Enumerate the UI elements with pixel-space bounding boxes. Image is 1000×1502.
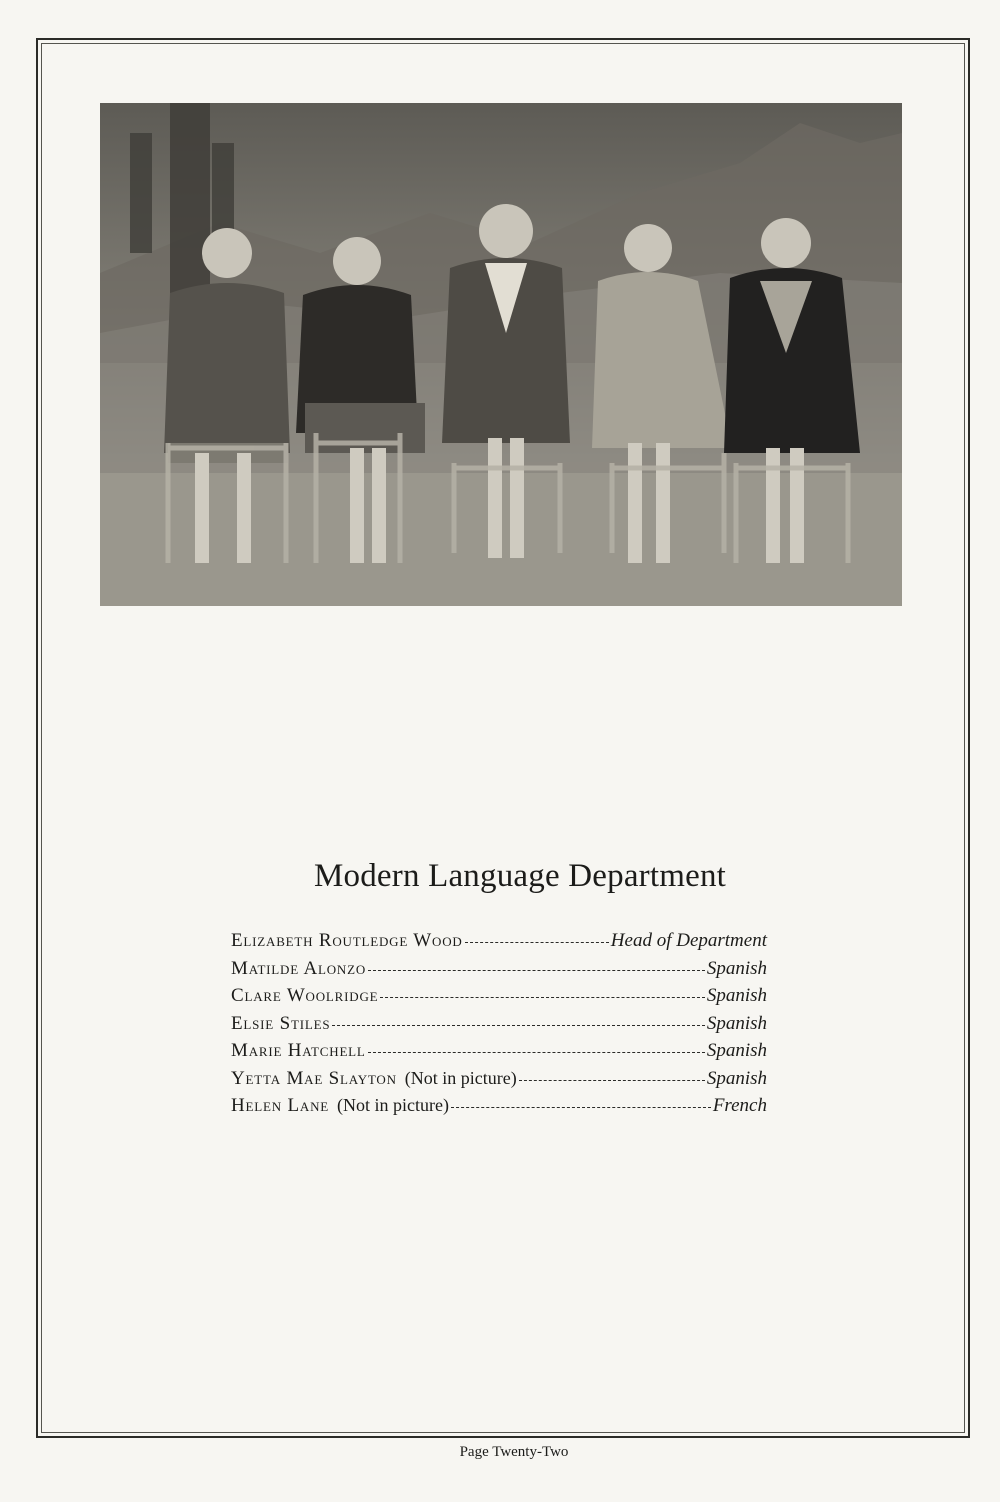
faculty-name: Helen Lane: [231, 1095, 330, 1116]
faculty-note: (Not in picture): [404, 1067, 517, 1088]
roster-row: [231, 1040, 767, 1068]
group-photo: [100, 103, 902, 606]
faculty-name: Elsie Stiles: [231, 1012, 331, 1034]
faculty-subject: Head of Department: [610, 930, 767, 951]
faculty-name: Yetta Mae Slayton: [231, 1067, 397, 1089]
dot-leader: [368, 969, 705, 971]
dot-leader: [451, 1106, 711, 1108]
faculty-roster: [231, 930, 767, 1123]
roster-row: [231, 1095, 767, 1123]
faculty-subject: Spanish: [706, 1040, 767, 1061]
page-number: Page Twenty-Two: [459, 1444, 569, 1460]
roster-row: [231, 930, 767, 958]
roster-row: [231, 985, 767, 1013]
faculty-subject: Spanish: [706, 1067, 767, 1089]
faculty-name: Elizabeth Routledge Wood: [231, 930, 463, 951]
page-title: Modern Language Department: [313, 858, 727, 894]
faculty-subject: French: [712, 1095, 767, 1116]
roster-row: [231, 958, 767, 986]
dot-leader: [368, 1051, 705, 1053]
dot-leader: [519, 1079, 705, 1081]
faculty-subject: Spanish: [706, 985, 767, 1006]
dot-leader: [332, 1024, 704, 1026]
faculty-name: Marie Hatchell: [231, 1040, 366, 1061]
faculty-note: (Not in picture): [337, 1095, 449, 1115]
dot-leader: [380, 996, 704, 998]
faculty-name: Clare Woolridge: [231, 985, 379, 1006]
roster-row: [231, 1068, 767, 1096]
faculty-subject: Spanish: [706, 957, 767, 979]
faculty-name: Matilde Alonzo: [231, 957, 367, 979]
roster-row: [231, 1013, 767, 1041]
dot-leader: [465, 941, 609, 943]
faculty-subject: Spanish: [706, 1012, 767, 1034]
photo-illustration: [100, 103, 902, 606]
